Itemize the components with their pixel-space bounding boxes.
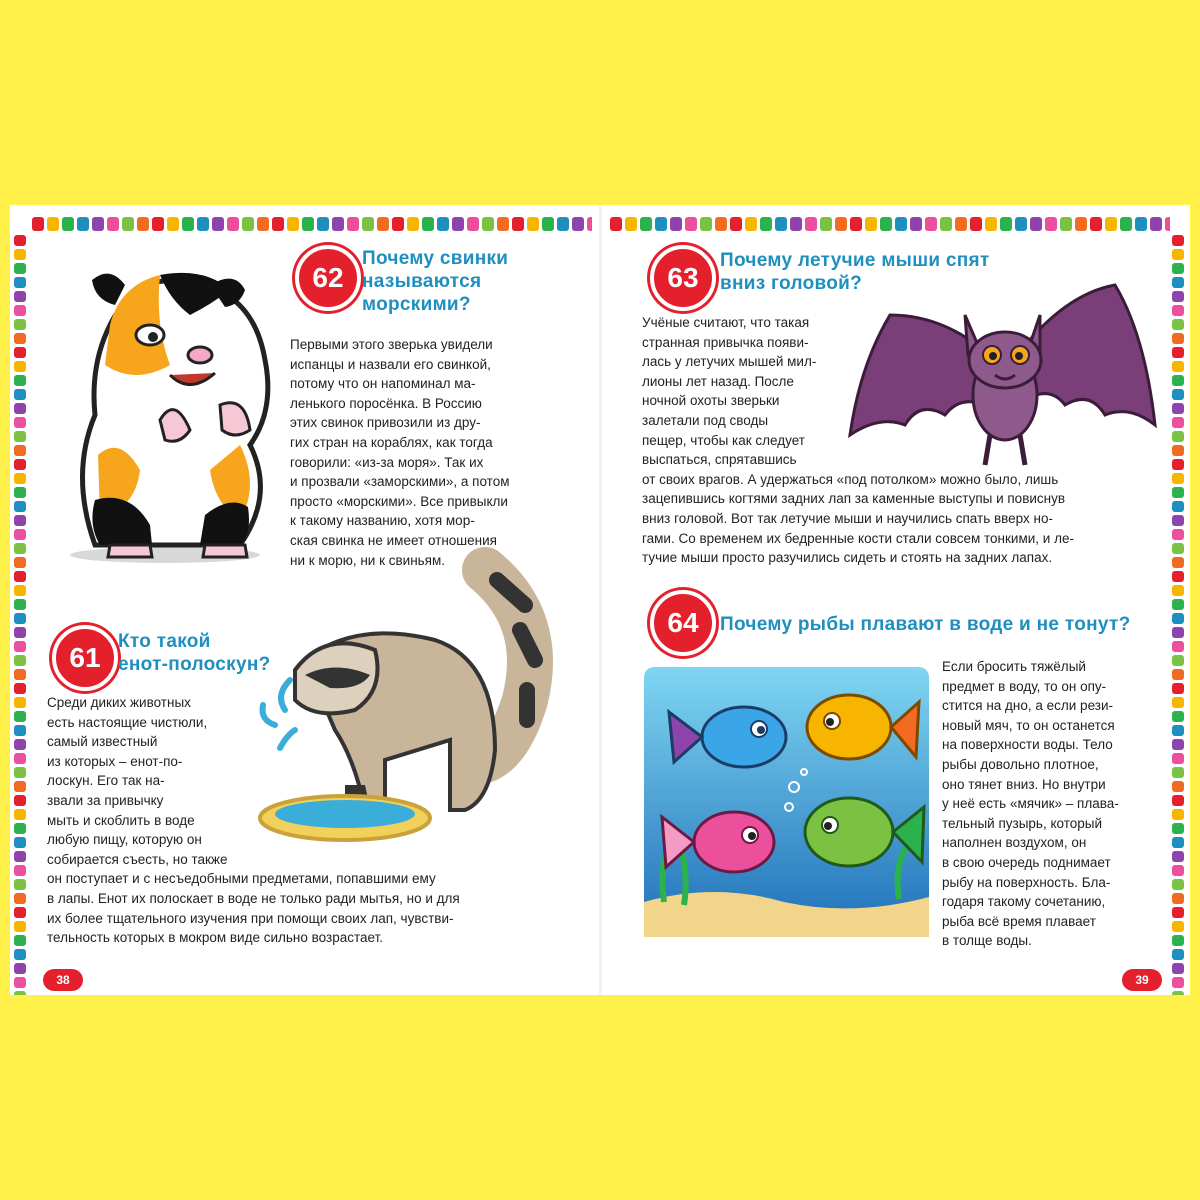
answer-line: оно тянет вниз. Но внутри [942,776,1106,792]
answer-line: новый мяч, то он останется [942,717,1115,733]
answer-line: любую пищу, которую он [47,832,202,848]
page-number-left [43,969,83,991]
answer-line: лионы лет назад. После [642,373,794,389]
answer-line: наполнен воздухом, он [942,835,1087,851]
answer-line: звали за привычку [47,792,164,808]
answer-line: и прозвали «заморскими», а потом [290,474,510,490]
question-number-62-text: 62 [312,262,344,293]
answer-line: испанцы и назвали его свинкой, [290,356,491,372]
answer-line: к такому названию, хотя мор- [290,513,475,529]
question-number-64-text: 64 [667,607,699,638]
question-title-61-line: енот-полоскун? [118,654,271,675]
page-number-left-text: 38 [56,973,70,987]
answer-line: ская свинка не имеет отношения [290,532,497,548]
answer-line: пещер, чтобы как следует [642,432,805,448]
answer-line: тельный пузырь, который [942,815,1103,831]
question-number-63-text: 63 [667,262,699,293]
answer-text-64 [942,657,1182,951]
question-title-62-line: называются [362,271,482,292]
answer-line: ни к морю, ни к свиньям. [290,552,446,568]
question-number-63 [650,245,716,311]
answer-line: стится на дно, а если рези- [942,698,1114,714]
page-left [10,205,598,995]
fish-aquarium-illustration [644,667,929,937]
answer-text-62 [290,335,590,570]
question-title-64 [720,613,1170,636]
answer-line: Если бросить тяжёлый [942,659,1086,674]
answer-line: от своих врагов. А удержаться «под потолком» можно было, лишь [642,471,1059,487]
question-title-64-line: Почему рыбы плавают в воде и не тонут? [720,614,1131,635]
answer-line: мыть и скоблить в воде [47,812,195,828]
answer-line: из которых – енот-по- [47,753,183,769]
question-number-64 [650,590,716,656]
answer-text-61 [47,693,587,948]
question-title-61 [118,630,318,676]
answer-line: вниз головой. Вот так летучие мыши и научились спать вверх но- [642,510,1053,526]
answer-line: рыбу на поверхность. Бла- [942,874,1111,890]
answer-line: в свою очередь поднимает [942,854,1111,870]
page-number-right [1122,969,1162,991]
answer-line: он поступает и с несъедобными предметами, попавшими ему [47,871,436,887]
question-title-61-line: Кто такой [118,631,211,652]
answer-line: у неё есть «мячик» – плава- [942,796,1119,812]
answer-line: странная привычка появи- [642,334,809,350]
answer-line: Учёные считают, что такая [642,315,810,330]
answer-line: Среди диких животных [47,695,191,710]
answer-line: гами. Со временем их бедренные кости стали совсем тонкими, и ле- [642,530,1074,546]
answer-line: есть настоящие чистюли, [47,714,208,730]
answer-line: ночной охоты зверьки [642,393,780,409]
question-title-63-line: Почему летучие мыши спят [720,250,990,271]
question-title-62-line: морскими? [362,294,471,315]
answer-line: этих свинок привозили из дру- [290,415,481,431]
answer-text-63 [642,313,1162,568]
question-title-63-line: вниз головой? [720,273,863,294]
answer-line: в лапы. Енот их полоскает в воде не только ради мытья, но и для [47,890,460,906]
page-right [602,205,1190,995]
answer-line: гих стран на кораблях, как тогда [290,434,493,450]
book-spread [10,205,1190,995]
question-title-62-line: Почему свинки [362,248,509,269]
answer-line: Первыми этого зверька увидели [290,337,493,352]
answer-line: лоскун. Его так на- [47,773,165,789]
answer-line: залетали под своды [642,412,769,428]
question-number-61 [52,625,118,691]
answer-line: на поверхности воды. Тело [942,737,1113,753]
question-number-61-text: 61 [69,642,101,673]
answer-line: потому что он напоминал ма- [290,376,476,392]
question-title-62 [362,247,592,316]
answer-line: годаря такому сочетанию, [942,894,1106,910]
guinea-pig-illustration [40,245,290,565]
answer-line: выспаться, спрятавшись [642,452,797,468]
answer-line: говорили: «из-за моря». Так их [290,454,484,470]
answer-line: в толще воды. [942,933,1032,949]
page-number-right-text: 39 [1135,973,1149,987]
question-number-62 [295,245,361,311]
answer-line: тучие мыши просто разучились сидеть и стоять на задних лапах. [642,550,1053,566]
answer-line: зацепившись когтями задних лап за каменные выступы и повиснув [642,491,1066,507]
answer-line: ленького поросёнка. В Россию [290,395,482,411]
answer-line: предмет в воду, то он опу- [942,678,1107,694]
answer-line: их более тщательного изучения при помощи своих лап, чувстви- [47,910,454,926]
answer-line: рыбы довольно плотное, [942,756,1099,772]
answer-line: тельность которых в мокром виде сильно возрастает. [47,930,384,946]
answer-line: просто «морскими». Все привыкли [290,493,508,509]
answer-line: самый известный [47,734,158,750]
answer-line: рыба всё время плавает [942,913,1096,929]
answer-line: собирается съесть, но также [47,851,228,867]
answer-line: лась у летучих мышей мил- [642,354,817,370]
